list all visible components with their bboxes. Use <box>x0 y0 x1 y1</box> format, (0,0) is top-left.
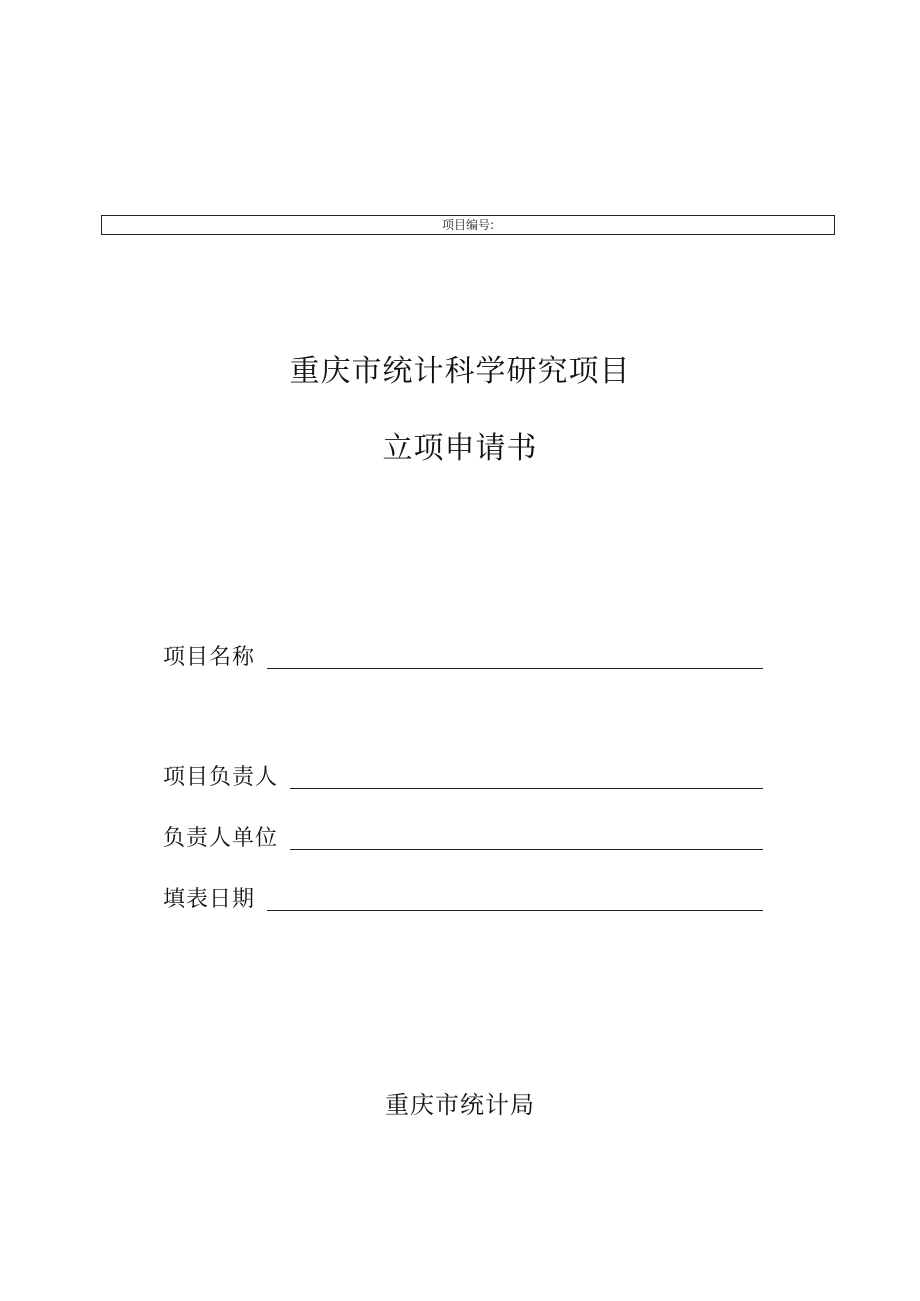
field-line-project-name[interactable] <box>267 668 763 669</box>
issuing-authority: 重庆市统计局 <box>385 1091 535 1119</box>
field-project-leader <box>163 760 763 792</box>
field-line-leader-unit[interactable] <box>290 849 763 850</box>
project-number-box <box>101 215 835 235</box>
field-fill-date <box>163 882 763 914</box>
field-label-project-name: 项目名称 <box>163 645 256 670</box>
field-label-fill-date: 填表日期 <box>163 887 256 912</box>
field-line-fill-date[interactable] <box>267 910 763 911</box>
field-leader-unit <box>163 821 763 853</box>
field-project-name <box>163 640 763 672</box>
field-label-project-leader: 项目负责人 <box>163 765 279 790</box>
document-title: 重庆市统计科学研究项目 <box>289 354 631 389</box>
field-label-leader-unit: 负责人单位 <box>163 826 279 851</box>
project-number-label: 项目编号: <box>441 218 495 232</box>
document-subtitle: 立项申请书 <box>382 431 538 466</box>
field-line-project-leader[interactable] <box>290 788 763 789</box>
